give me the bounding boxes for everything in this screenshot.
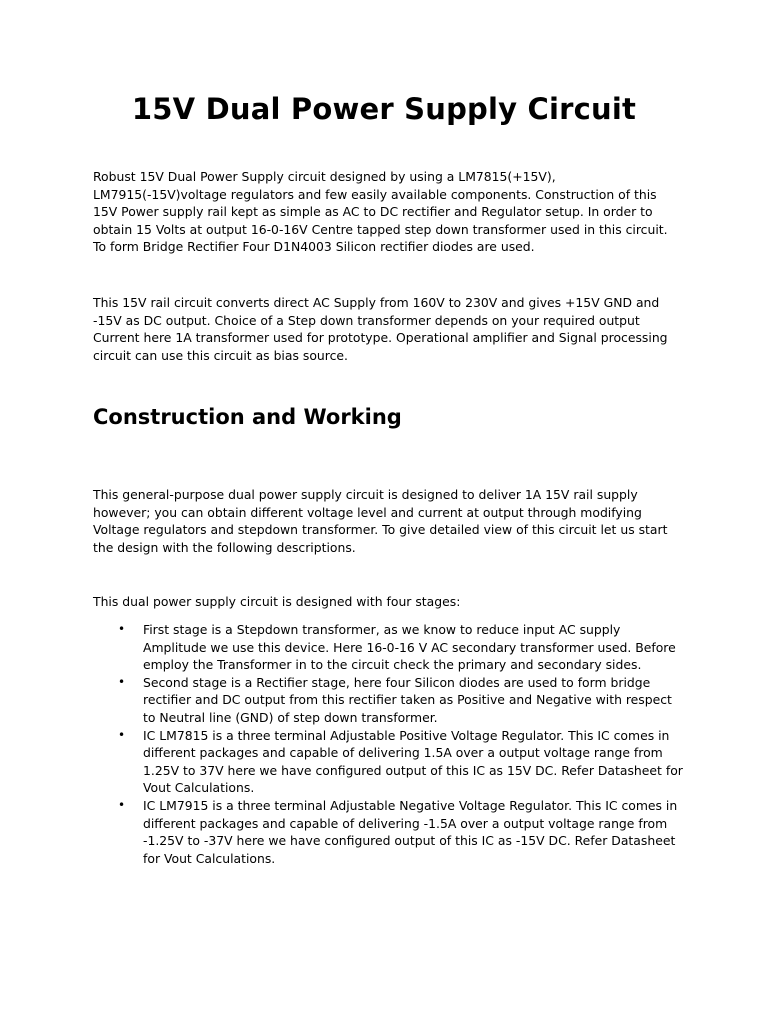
list-item: [93, 797, 683, 867]
bullet-icon: •: [118, 797, 126, 812]
list-item-text: First stage is a Stepdown transformer, as we know to reduce input AC supply Amplitude we use this device. Here 16-0-16 V AC secondary transformer used. Before employ the Transformer in to the circuit check the primary and secondary sides.: [143, 622, 676, 673]
bullet-icon: •: [118, 674, 126, 689]
list-item: [93, 674, 683, 727]
section-paragraph-1: This general-purpose dual power supply circuit is designed to deliver 1A 15V rail supply however; you can obtain different voltage level and current at output through modifying Voltage regulators and stepdown transformer. To give detailed view of this circuit let us start the design with the following descriptions.: [93, 487, 668, 555]
bullet-icon: •: [118, 622, 126, 636]
intro-paragraph-1: Robust 15V Dual Power Supply circuit designed by using a LM7815(+15V), LM7915(-15V)voltage regulators and few easily available components. Construction of this 15V Power supply rail kept as simple as AC to DC rectifier and Regulator setup. In order to obtain 15 Volts at output 16-0-16V Centre tapped step down transformer used in this circuit. To form Bridge Rectifier Four D1N4003 Silicon rectifier diodes are used.: [93, 169, 668, 255]
bullet-icon: •: [118, 727, 126, 742]
list-item-text: Second stage is a Rectifier stage, here four Silicon diodes are used to form bridge rectifier and DC output from this rectifier taken as Positive and Negative with respect to Neutral line (GND) of step down transformer.: [143, 674, 672, 725]
intro-paragraph-2: This 15V rail circuit converts direct AC Supply from 160V to 230V and gives +15V GND and -15V as DC output. Choice of a Step down transformer depends on your required output Current here 1A transformer used for prototype. Operational amplifier and Signal processing circuit can use this circuit as bias source.: [93, 295, 668, 363]
section-paragraph-2: This dual power supply circuit is designed with four stages:: [93, 594, 461, 609]
list-item: [93, 621, 683, 674]
document-title: 15V Dual Power Supply Circuit: [131, 92, 637, 126]
list-item-text: IC LM7815 is a three terminal Adjustable Positive Voltage Regulator. This IC comes in different packages and capable of delivering 1.5A over a output voltage range from 1.25V to 37V here we have configured output of this IC as 15V DC. Refer Datasheet for Vout Calculations.: [143, 727, 683, 796]
stages-bullet-list: [93, 621, 683, 867]
list-item-text: IC LM7915 is a three terminal Adjustable Negative Voltage Regulator. This IC comes in different packages and capable of delivering -1.5A over a output voltage range from -1.25V to -37V here we have configured output of this IC as -15V DC. Refer Datasheet for Vout Calculations.: [143, 797, 678, 866]
list-item: [93, 727, 683, 797]
section-heading: Construction and Working: [93, 405, 402, 429]
